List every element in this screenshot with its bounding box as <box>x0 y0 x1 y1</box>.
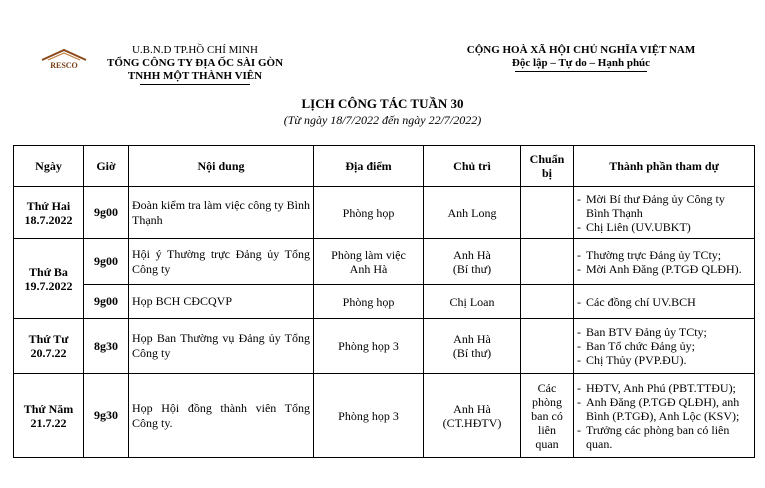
header-prep <box>521 146 574 187</box>
attendee-item: - Chị Thủy (PVP.ĐU). <box>577 353 751 367</box>
org-line-1: U.B.N.D TP.HỒ CHÍ MINH <box>131 44 258 56</box>
day-name: Thứ Ba <box>29 264 68 279</box>
day-date: 19.7.2022 <box>24 278 73 293</box>
attend-cell <box>574 187 755 239</box>
attendee-item: - Thường trực Đảng ủy TCty; <box>577 248 751 262</box>
content-cell: Họp Hội đồng thành viên Tổng Công ty. <box>129 374 314 458</box>
org-underline <box>140 84 250 85</box>
prep-line: ban có <box>531 408 563 423</box>
national-motto: Độc lập – Tự do – Hạnh phúc <box>511 57 651 69</box>
org-line-3: TNHH MỘT THÀNH VIÊN <box>127 70 263 82</box>
header-day: Ngày <box>14 146 84 187</box>
national-header <box>436 44 726 72</box>
attend-cell <box>574 319 755 374</box>
place-cell <box>314 374 424 458</box>
prep-cell <box>521 239 574 285</box>
day-name: Thứ Tư <box>28 332 69 346</box>
attendee-item: - Mời Bí thư Đảng ủy Công ty Bình Thạnh <box>577 192 751 220</box>
header-time: Giờ <box>84 146 129 187</box>
chair-line: Anh Long <box>447 205 497 220</box>
content-cell: Họp BCH CĐCQVP <box>129 285 314 319</box>
chair-line: Anh Hà <box>453 247 491 262</box>
time-cell: 9g30 <box>84 374 129 458</box>
table-row <box>14 319 755 374</box>
prep-cell <box>521 374 574 458</box>
prep-line: phòng <box>532 394 562 409</box>
content-cell: Đoàn kiểm tra làm việc công ty Bình Thạnh <box>129 187 314 239</box>
attendee-item: - Trưởng các phòng ban có liên quan. <box>577 423 751 451</box>
chair-line: (Bí thư) <box>452 346 492 360</box>
day-name: Thứ Năm <box>23 401 74 416</box>
prep-line: Các <box>537 380 557 395</box>
time-cell: 9g00 <box>84 187 129 239</box>
organization-header <box>70 44 320 85</box>
national-name: CỘNG HOÀ XÃ HỘI CHỦ NGHĨA VIỆT NAM <box>466 44 696 56</box>
time-cell: 9g00 <box>84 239 129 285</box>
table-row <box>14 285 755 319</box>
chair-cell <box>424 374 521 458</box>
day-date: 18.7.2022 <box>24 212 73 227</box>
day-cell <box>14 374 84 458</box>
place-line: Phòng họp <box>342 294 395 309</box>
day-cell <box>14 239 84 319</box>
table-row <box>14 187 755 239</box>
place-cell <box>314 285 424 319</box>
chair-cell <box>424 319 521 374</box>
attendee-item: - Ban Tổ chức Đảng ủy; <box>577 339 751 353</box>
chair-cell <box>424 239 521 285</box>
time-cell: 9g00 <box>84 285 129 319</box>
header-prep-line1: Chuẩn <box>529 152 565 166</box>
attendee-item: - Ban BTV Đảng ủy TCty; <box>577 325 751 339</box>
chair-line: (CT.HĐTV) <box>442 415 502 430</box>
place-line: Phòng họp 3 <box>338 408 399 423</box>
chair-line: Chị Loan <box>449 294 495 309</box>
place-cell <box>314 187 424 239</box>
attend-cell <box>574 374 755 458</box>
day-cell <box>14 319 84 374</box>
header-place: Địa điểm <box>314 146 424 187</box>
content-cell: Hội ý Thường trực Đảng ủy Tổng Công ty <box>129 239 314 285</box>
day-name: Thứ Hai <box>26 198 71 213</box>
day-cell <box>14 187 84 239</box>
prep-cell <box>521 319 574 374</box>
place-line: Phòng làm việc <box>331 247 406 262</box>
attendee-item: - Mời Anh Đăng (P.TGĐ QLĐH). <box>577 262 751 276</box>
attendee-item: - Các đồng chí UV.BCH <box>577 295 751 309</box>
place-cell <box>314 319 424 374</box>
chair-cell <box>424 285 521 319</box>
chair-line: (Bí thư) <box>452 261 492 276</box>
prep-line: liên <box>538 422 556 437</box>
chair-line: Anh Hà <box>453 401 491 416</box>
chair-line: Anh Hà <box>453 332 491 346</box>
content-cell: Họp Ban Thường vụ Đảng ủy Tổng Công ty <box>129 319 314 374</box>
chair-cell <box>424 187 521 239</box>
table-row <box>14 374 755 458</box>
logo-text: RESCO <box>50 61 78 70</box>
attendee-item: - Anh Đăng (P.TGĐ QLĐH), anh Bình (P.TGĐ), Anh Lộc (KSV); <box>577 395 751 423</box>
table-row <box>14 239 755 285</box>
motto-underline <box>515 71 647 72</box>
prep-cell <box>521 285 574 319</box>
header-chair: Chủ trì <box>424 146 521 187</box>
org-line-2: TỔNG CÔNG TY ĐỊA ỐC SÀI GÒN <box>106 57 284 69</box>
attend-cell <box>574 285 755 319</box>
schedule-table <box>13 145 755 458</box>
place-line: Phòng họp <box>342 205 395 220</box>
prep-line: quan <box>535 436 559 451</box>
place-line: Phòng họp 3 <box>338 339 399 353</box>
day-date: 20.7.22 <box>30 346 67 360</box>
header-prep-line2: bị <box>541 166 552 180</box>
table-header-row <box>14 146 755 187</box>
document-title: LỊCH CÔNG TÁC TUẦN 30 <box>301 96 464 111</box>
attend-cell <box>574 239 755 285</box>
document-subtitle: (Từ ngày 18/7/2022 đến ngày 22/7/2022) <box>283 113 482 127</box>
day-date: 21.7.22 <box>30 415 67 430</box>
attendee-item: - HĐTV, Anh Phú (PBT.TTĐU); <box>577 381 751 395</box>
time-cell: 8g30 <box>84 319 129 374</box>
header-content: Nội dung <box>129 146 314 187</box>
prep-cell <box>521 187 574 239</box>
place-cell <box>314 239 424 285</box>
attendee-item: - Chị Liên (UV.UBKT) <box>577 220 751 234</box>
place-line: Anh Hà <box>349 261 388 276</box>
header-attend: Thành phần tham dự <box>574 146 755 187</box>
